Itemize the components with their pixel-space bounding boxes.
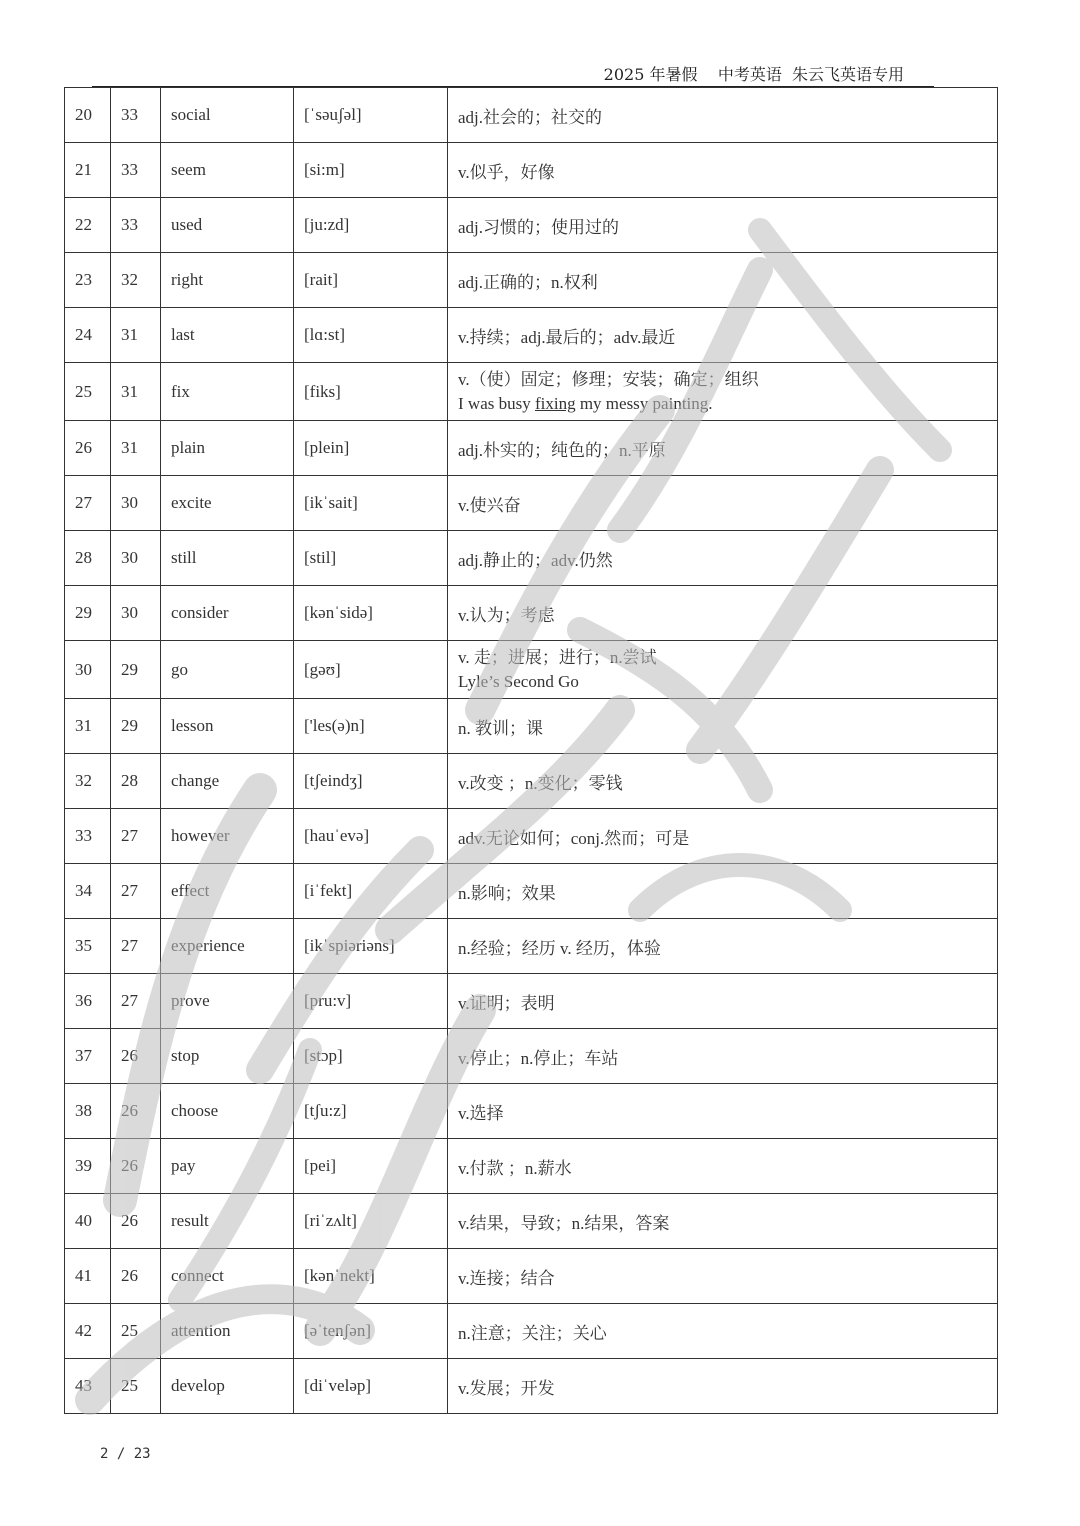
- row-phonetic: [stil]: [294, 531, 448, 586]
- row-frequency: 27: [111, 864, 161, 919]
- row-meaning: n.影响；效果: [448, 864, 998, 919]
- row-word: choose: [161, 1084, 294, 1139]
- row-frequency: 30: [111, 476, 161, 531]
- row-word: plain: [161, 421, 294, 476]
- row-frequency: 31: [111, 421, 161, 476]
- row-frequency: 25: [111, 1304, 161, 1359]
- row-index: 40: [65, 1194, 111, 1249]
- meaning-text: v.（使）固定；修理；安装；确定；组织: [458, 369, 759, 389]
- example-highlight: fixing: [534, 393, 576, 413]
- row-index: 32: [65, 754, 111, 809]
- table-row: [65, 1139, 998, 1194]
- row-word: last: [161, 308, 294, 363]
- row-frequency: 26: [111, 1084, 161, 1139]
- row-index: 22: [65, 198, 111, 253]
- row-word: connect: [161, 1249, 294, 1304]
- row-meaning: v.发展；开发: [448, 1359, 998, 1414]
- row-index: 37: [65, 1029, 111, 1084]
- row-phonetic: [ikˈsait]: [294, 476, 448, 531]
- row-phonetic: [kənˈsidə]: [294, 586, 448, 641]
- vocabulary-table: [64, 87, 998, 1414]
- example-text-before: Lyle’s Second Go: [458, 671, 579, 691]
- row-frequency: 27: [111, 919, 161, 974]
- row-phonetic: [gəʊ]: [294, 641, 448, 699]
- row-meaning: adj.习惯的；使用过的: [448, 198, 998, 253]
- row-word: excite: [161, 476, 294, 531]
- row-frequency: 27: [111, 974, 161, 1029]
- row-frequency: 30: [111, 586, 161, 641]
- row-meaning: v.连接；结合: [448, 1249, 998, 1304]
- row-index: 29: [65, 586, 111, 641]
- row-frequency: 30: [111, 531, 161, 586]
- header-title: 2025 年暑假 中考英语 朱云飞英语专用: [603, 65, 904, 84]
- row-word: used: [161, 198, 294, 253]
- row-index: 36: [65, 974, 111, 1029]
- row-index: 31: [65, 699, 111, 754]
- row-index: 35: [65, 919, 111, 974]
- row-frequency: 31: [111, 363, 161, 421]
- table-row: [65, 641, 998, 699]
- row-meaning: v.选择: [448, 1084, 998, 1139]
- table-row: [65, 88, 998, 143]
- row-phonetic: [ikˈspiəriəns]: [294, 919, 448, 974]
- table-row: [65, 1084, 998, 1139]
- row-meaning: adj.正确的；n.权利: [448, 253, 998, 308]
- row-phonetic: [plein]: [294, 421, 448, 476]
- row-index: 26: [65, 421, 111, 476]
- meaning-text: v. 走；进展；进行；n.尝试: [458, 647, 657, 667]
- row-phonetic: [tʃu:z]: [294, 1084, 448, 1139]
- row-meaning: [448, 641, 998, 699]
- row-meaning: v.使兴奋: [448, 476, 998, 531]
- row-meaning: v.证明；表明: [448, 974, 998, 1029]
- row-meaning: [448, 363, 998, 421]
- page-number: 2 / 23: [100, 1446, 151, 1462]
- row-word: however: [161, 809, 294, 864]
- row-frequency: 33: [111, 88, 161, 143]
- row-index: 34: [65, 864, 111, 919]
- row-index: 23: [65, 253, 111, 308]
- table-row: [65, 974, 998, 1029]
- row-phonetic: [pei]: [294, 1139, 448, 1194]
- table-row: [65, 864, 998, 919]
- row-meaning: v.改变 ；n.变化；零钱: [448, 754, 998, 809]
- row-word: still: [161, 531, 294, 586]
- row-phonetic: ['les(ə)n]: [294, 699, 448, 754]
- table-row: [65, 699, 998, 754]
- row-meaning: v.认为；考虑: [448, 586, 998, 641]
- row-phonetic: [riˈzʌlt]: [294, 1194, 448, 1249]
- vocabulary-table-body: [65, 88, 998, 1414]
- example-text-after: my messy painting.: [575, 393, 713, 413]
- table-row: [65, 253, 998, 308]
- example-text-before: I was busy: [458, 393, 535, 413]
- row-frequency: 33: [111, 143, 161, 198]
- row-index: 30: [65, 641, 111, 699]
- row-meaning: adj.社会的；社交的: [448, 88, 998, 143]
- row-meaning: v.结果，导致；n.结果，答案: [448, 1194, 998, 1249]
- row-word: attention: [161, 1304, 294, 1359]
- row-index: 43: [65, 1359, 111, 1414]
- row-frequency: 33: [111, 198, 161, 253]
- row-meaning: adv.无论如何；conj.然而；可是: [448, 809, 998, 864]
- row-frequency: 26: [111, 1139, 161, 1194]
- row-meaning: v.似乎，好像: [448, 143, 998, 198]
- row-word: seem: [161, 143, 294, 198]
- row-phonetic: [pru:v]: [294, 974, 448, 1029]
- row-phonetic: [əˈtenʃən]: [294, 1304, 448, 1359]
- row-word: consider: [161, 586, 294, 641]
- row-word: fix: [161, 363, 294, 421]
- row-index: 33: [65, 809, 111, 864]
- row-word: develop: [161, 1359, 294, 1414]
- table-row: [65, 1194, 998, 1249]
- row-frequency: 25: [111, 1359, 161, 1414]
- row-phonetic: [iˈfekt]: [294, 864, 448, 919]
- row-phonetic: [lɑ:st]: [294, 308, 448, 363]
- example-sentence: [458, 392, 997, 416]
- row-index: 24: [65, 308, 111, 363]
- row-word: effect: [161, 864, 294, 919]
- row-phonetic: [tʃeindʒ]: [294, 754, 448, 809]
- row-frequency: 26: [111, 1029, 161, 1084]
- row-phonetic: [si:m]: [294, 143, 448, 198]
- row-meaning: n.注意；关注；关心: [448, 1304, 998, 1359]
- row-index: 20: [65, 88, 111, 143]
- row-meaning: n. 教训；课: [448, 699, 998, 754]
- table-row: [65, 1249, 998, 1304]
- row-meaning: v.持续；adj.最后的；adv.最近: [448, 308, 998, 363]
- row-frequency: 31: [111, 308, 161, 363]
- row-word: change: [161, 754, 294, 809]
- row-index: 25: [65, 363, 111, 421]
- row-word: right: [161, 253, 294, 308]
- row-index: 38: [65, 1084, 111, 1139]
- row-phonetic: [stɔp]: [294, 1029, 448, 1084]
- row-meaning: adj.朴实的；纯色的；n.平原: [448, 421, 998, 476]
- row-index: 42: [65, 1304, 111, 1359]
- row-index: 39: [65, 1139, 111, 1194]
- table-row: [65, 1304, 998, 1359]
- row-word: lesson: [161, 699, 294, 754]
- row-word: result: [161, 1194, 294, 1249]
- row-phonetic: [hauˈevə]: [294, 809, 448, 864]
- row-word: social: [161, 88, 294, 143]
- row-word: experience: [161, 919, 294, 974]
- row-phonetic: [fiks]: [294, 363, 448, 421]
- row-frequency: 26: [111, 1194, 161, 1249]
- row-word: prove: [161, 974, 294, 1029]
- row-phonetic: [rait]: [294, 253, 448, 308]
- table-row: [65, 919, 998, 974]
- row-frequency: 26: [111, 1249, 161, 1304]
- row-meaning: n.经验；经历 v. 经历，体验: [448, 919, 998, 974]
- row-word: stop: [161, 1029, 294, 1084]
- row-index: 21: [65, 143, 111, 198]
- table-row: [65, 754, 998, 809]
- row-phonetic: [ˈsəuʃəl]: [294, 88, 448, 143]
- table-row: [65, 363, 998, 421]
- table-row: [65, 143, 998, 198]
- row-word: go: [161, 641, 294, 699]
- row-frequency: 28: [111, 754, 161, 809]
- row-index: 28: [65, 531, 111, 586]
- table-row: [65, 421, 998, 476]
- table-row: [65, 1359, 998, 1414]
- row-phonetic: [kənˈnekt]: [294, 1249, 448, 1304]
- row-frequency: 29: [111, 699, 161, 754]
- example-sentence: [458, 670, 997, 694]
- row-word: pay: [161, 1139, 294, 1194]
- page-header: [0, 60, 1080, 88]
- row-frequency: 32: [111, 253, 161, 308]
- row-index: 27: [65, 476, 111, 531]
- row-frequency: 29: [111, 641, 161, 699]
- table-row: [65, 308, 998, 363]
- table-row: [65, 476, 998, 531]
- table-row: [65, 586, 998, 641]
- row-meaning: v.停止；n.停止；车站: [448, 1029, 998, 1084]
- row-meaning: v.付款 ；n.薪水: [448, 1139, 998, 1194]
- table-row: [65, 198, 998, 253]
- row-phonetic: [ju:zd]: [294, 198, 448, 253]
- table-row: [65, 809, 998, 864]
- table-row: [65, 531, 998, 586]
- row-phonetic: [diˈveləp]: [294, 1359, 448, 1414]
- row-frequency: 27: [111, 809, 161, 864]
- row-meaning: adj.静止的；adv.仍然: [448, 531, 998, 586]
- table-row: [65, 1029, 998, 1084]
- row-index: 41: [65, 1249, 111, 1304]
